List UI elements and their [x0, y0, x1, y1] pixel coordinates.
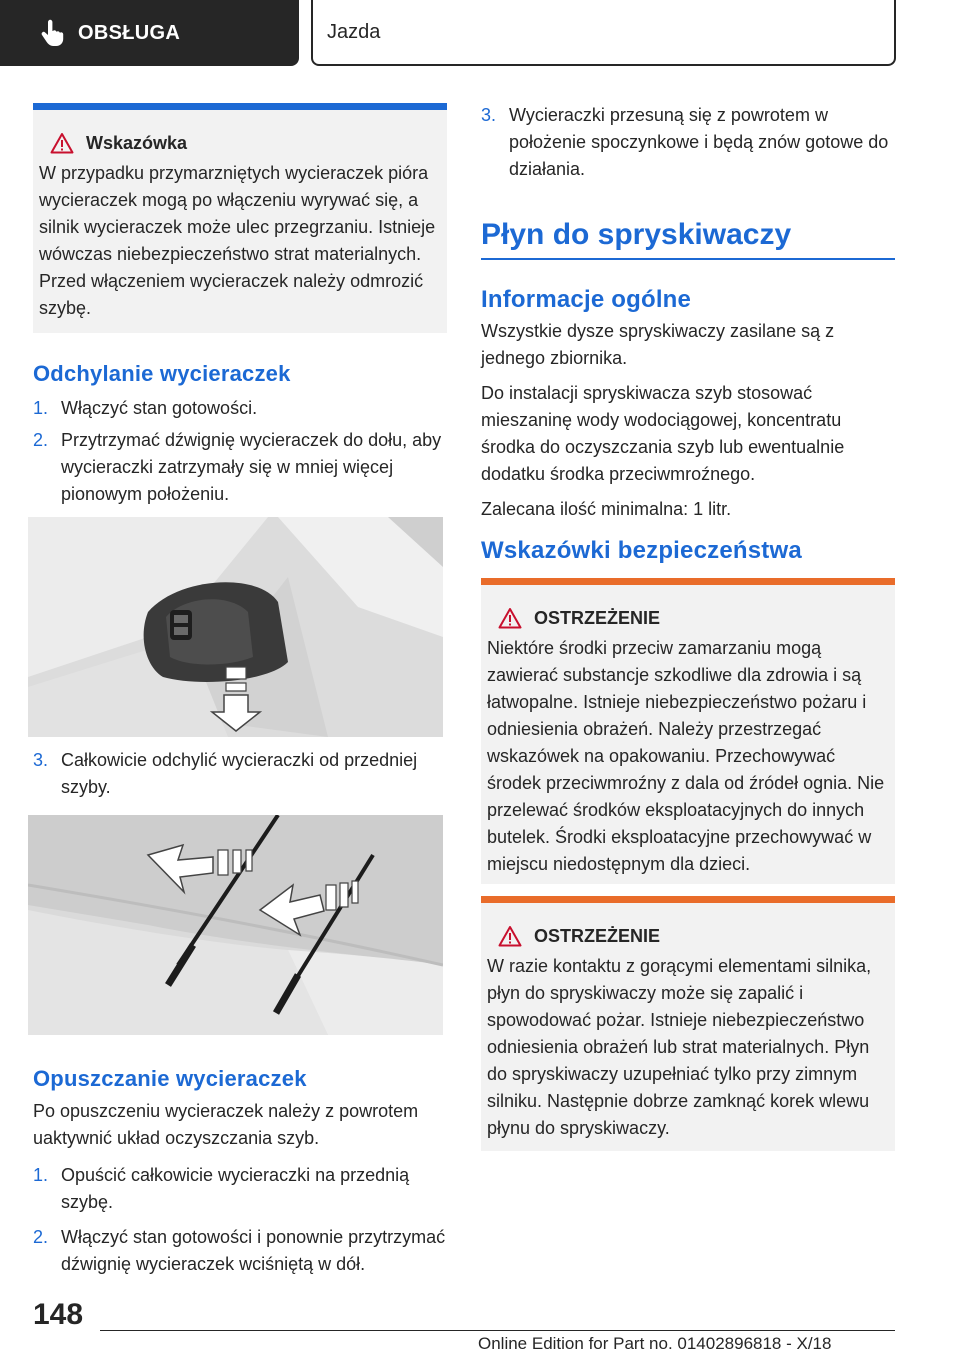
- paragraph: Wszystkie dysze spryskiwaczy zasilane są z jednego zbiornika.: [481, 321, 835, 368]
- footer-edition: Online Edition for Part no. 01402896818 - X/18: [478, 1334, 832, 1353]
- warning-title: OSTRZEŻENIE: [534, 607, 661, 628]
- chapter-label: Jazda: [327, 20, 381, 43]
- header-chapter-tab: [311, 0, 896, 66]
- section-title: Informacje ogólne: [481, 286, 692, 313]
- figure-wipers-folded: [28, 815, 443, 1035]
- notice-text: W przypadku przymarzniętych wycieraczek pióra wycieraczek mogą po włączeniu wyrywać się, a silnik wycieraczek może ulec przegrzaniu. Istnieje wówczas niebezpieczeństwo strat materialnych. Przed włączeniem wycieraczek należy odmrozić szybę.: [39, 163, 436, 318]
- left-notice: [33, 103, 447, 333]
- chapter-heading: [481, 218, 895, 260]
- warning-triangle-icon: [50, 132, 74, 154]
- list-item: 1. Włączyć stan gotowości.: [33, 398, 258, 418]
- section-title: Odchylanie wycieraczek: [33, 361, 291, 386]
- footer-rule: [100, 1330, 895, 1331]
- section-bezpieczenstwo: [481, 537, 895, 565]
- section-opuszczanie: [33, 1066, 447, 1278]
- list-item: 2. Włączyć stan gotowości i ponownie przytrzymać dźwignię wycieraczek wciśniętą w dół.: [33, 1227, 446, 1274]
- paragraph: Do instalacji spryskiwacza szyb stosować mieszaninę wody wodociągowej, koncentratu środka do oczyszczania szyb lub ewentualnie dodatku środka przeciwmroźnego.: [481, 383, 845, 484]
- section-title: Wskazówki bezpieczeństwa: [481, 537, 802, 564]
- figure-wiper-lever: [28, 517, 443, 737]
- section-title: Opuszczanie wycieraczek: [33, 1066, 307, 1091]
- section-label: OBSŁUGA: [78, 21, 181, 44]
- warning-triangle-icon: [498, 925, 522, 947]
- list-item: 3. Wycieraczki przesuną się z powrotem w położenie spoczynkowe i będą znów gotowe do działania.: [481, 105, 889, 179]
- page-number: 148: [33, 1298, 84, 1331]
- list-item: 1. Opuścić całkowicie wycieraczki na przednią szybę.: [33, 1165, 410, 1212]
- section-informacje: [481, 286, 895, 523]
- warning-triangle-icon: [498, 607, 522, 629]
- warning-box-1: [481, 578, 895, 884]
- step-3-right: [481, 102, 895, 183]
- section-intro: Po opuszczeniu wycieraczek należy z powrotem uaktywnić układ oczyszczania szyb.: [33, 1101, 419, 1148]
- paragraph: Zalecana ilość minimalna: 1 litr.: [481, 499, 732, 519]
- list-item: 3. Całkowicie odchylić wycieraczki od przedniej szyby.: [33, 750, 418, 797]
- chapter-title: Płyn do spryskiwaczy: [481, 218, 895, 260]
- warning-text: Niektóre środki przeciw zamarzaniu mogą zawierać substancje szkodliwe dla zdrowia i są łatwopalne. Istnieje niebezpieczeństwo pożaru i odniesienia obrażeń. Należy przestrzegać wskazówek na opakowaniu. Przechowywać środek przeciwmroźny z dala od źródeł ognia. Nie przelewać środków eksploatacyjnych do innych butelek. Środki eksploatacyjne przechowywać w miejscu niedostępnym dla dzieci.: [487, 638, 885, 874]
- list-item: 2. Przytrzymać dźwignię wycieraczek do dołu, aby wycieraczki zatrzymały się w mniej więcej pionowym położeniu.: [33, 430, 442, 504]
- section-odchylanie: [33, 361, 447, 508]
- hand-pointer-icon: [40, 19, 66, 47]
- header-section-tab: [0, 0, 299, 66]
- warning-box-2: [481, 896, 895, 1151]
- warning-text: W razie kontaktu z gorącymi elementami silnika, płyn do spryskiwaczy może się zapalić i spowodować pożar. Istnieje niebezpieczeństwo odniesienia obrażeń lub strat materialnych. Płyn do spryskiwaczy uzupełniać tylko przy zimnym silniku. Następnie dobrze zamknąć korek wlewu płynu do spryskiwaczy.: [487, 956, 872, 1138]
- warning-title: OSTRZEŻENIE: [534, 925, 661, 946]
- step-3-left: [33, 747, 447, 801]
- notice-title: Wskazówka: [86, 132, 188, 153]
